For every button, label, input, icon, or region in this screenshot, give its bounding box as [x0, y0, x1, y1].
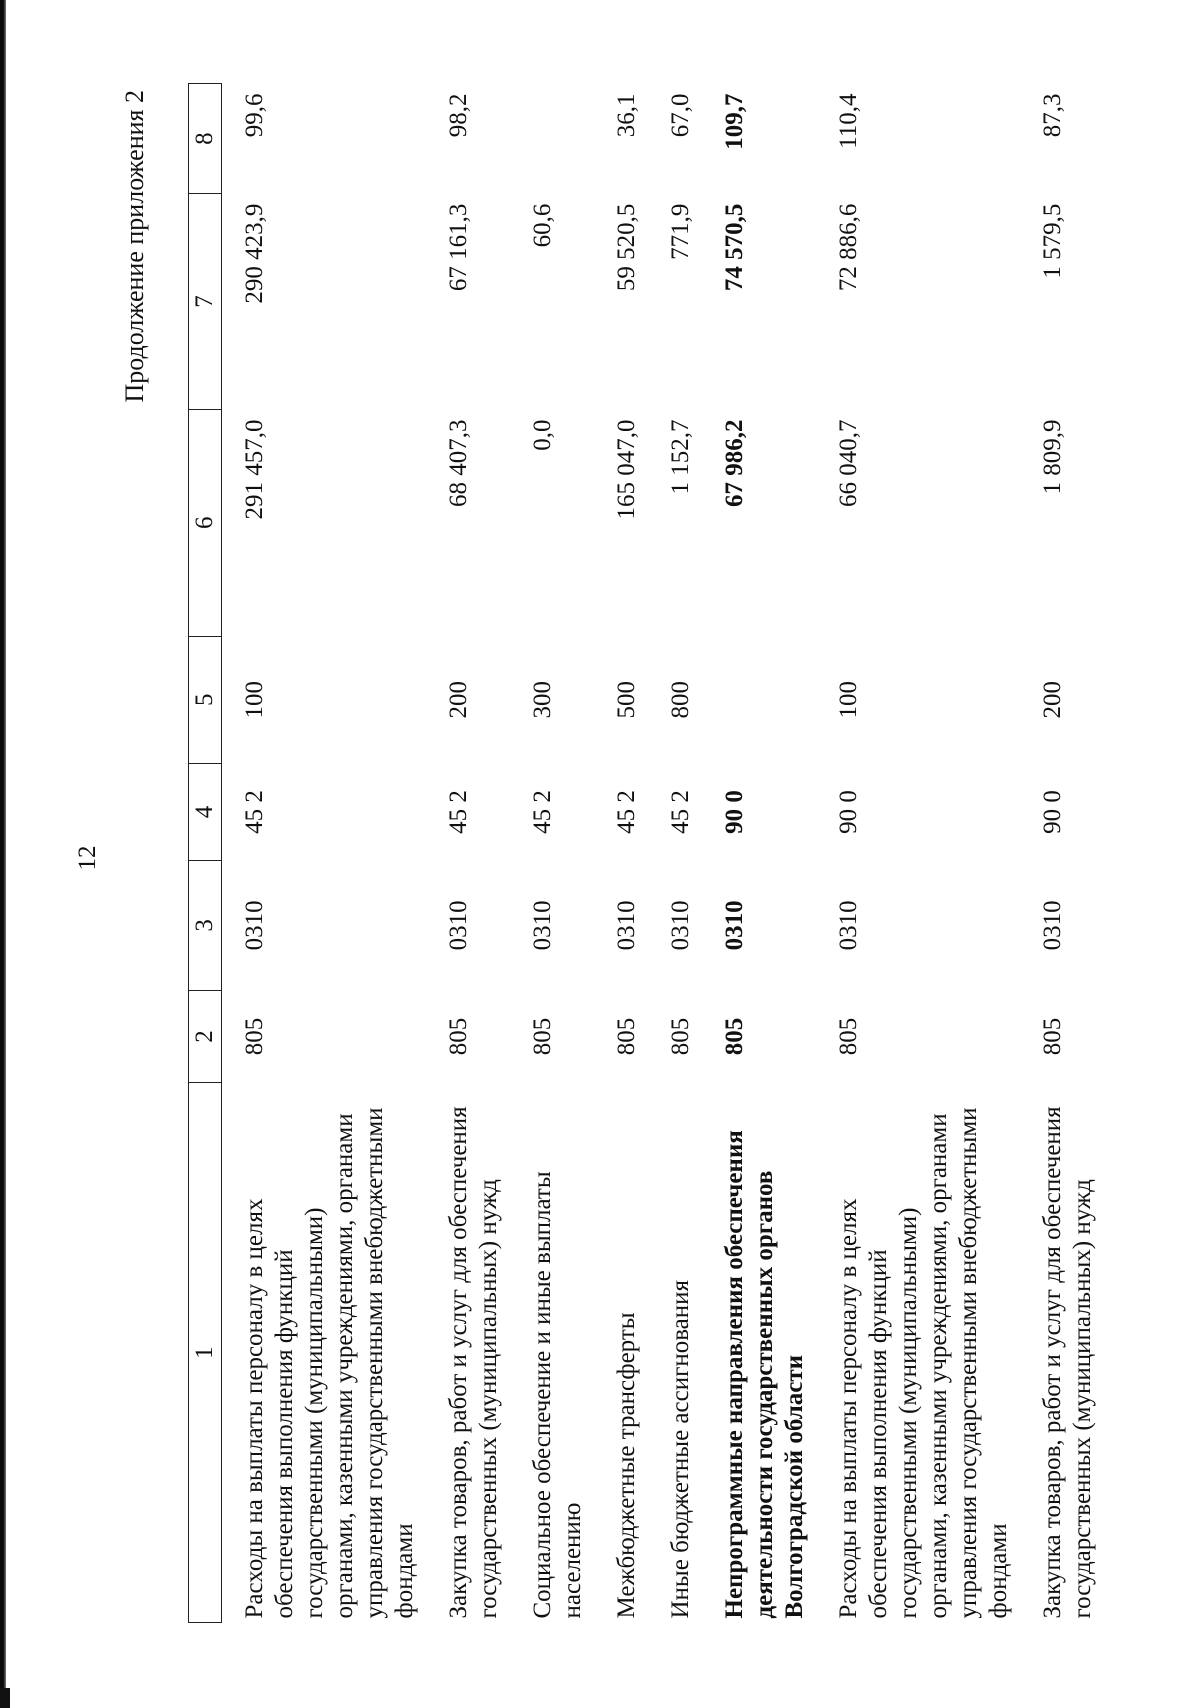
table-row	[426, 84, 510, 1623]
cell-expense-type	[702, 636, 816, 763]
cell-actual: 74 570,5	[721, 203, 748, 292]
table-row	[594, 84, 648, 1623]
budget-table	[188, 83, 1104, 1623]
cell-planned: 66 040,7	[835, 419, 862, 507]
cell-expense-type: 100	[835, 681, 862, 719]
table-row	[648, 84, 702, 1623]
cell-section: 0310	[529, 900, 556, 951]
header-row	[189, 84, 222, 1623]
row-name: Иные бюджетные ассигнования	[667, 1279, 694, 1619]
column-header-4: 4	[189, 763, 222, 860]
cell-planned: 67 986,2	[721, 419, 748, 507]
cell-ministry: 805	[529, 1017, 556, 1056]
cell-actual: 67 161,3	[445, 203, 472, 292]
cell-percent	[510, 84, 594, 194]
cell-actual: 60,6	[529, 203, 556, 248]
cell-section: 0310	[445, 900, 472, 951]
cell-ministry: 805	[445, 1017, 472, 1056]
column-header-2: 2	[189, 990, 222, 1083]
cell-expense-type: 500	[613, 681, 640, 719]
cell-section: 0310	[613, 900, 640, 951]
cell-percent: 87,3	[1039, 93, 1066, 138]
row-name: Непрограммные направления обеспечения деятельности государственных органов Волгоградской области	[721, 1130, 808, 1619]
cell-target: 90 0	[721, 790, 748, 834]
column-header-7: 7	[189, 194, 222, 410]
cell-target: 90 0	[1039, 790, 1066, 834]
cell-actual: 72 886,6	[835, 203, 862, 292]
cell-target: 45 2	[241, 790, 268, 834]
cell-actual: 771,9	[667, 203, 694, 260]
cell-planned: 291 457,0	[241, 419, 268, 520]
row-name: Социальное обеспечение и иные выплаты населению	[529, 1171, 586, 1619]
cell-target: 45 2	[445, 790, 472, 834]
cell-planned: 1 152,7	[667, 419, 694, 495]
cell-percent: 99,6	[241, 93, 268, 138]
cell-ministry: 805	[667, 1017, 694, 1056]
table-row	[1020, 84, 1104, 1623]
cell-target: 90 0	[835, 790, 862, 834]
cell-ministry: 805	[721, 1017, 748, 1056]
cell-target: 45 2	[529, 790, 556, 834]
column-header-6: 6	[189, 409, 222, 636]
cell-ministry: 805	[1039, 1017, 1066, 1056]
column-header-5: 5	[189, 636, 222, 763]
cell-percent: 110,4	[835, 93, 862, 149]
appendix-caption: Продолжение приложения 2	[120, 90, 149, 403]
row-name: Закупка товаров, работ и услуг для обеспечения государственных (муниципальных) нужд	[445, 1106, 502, 1619]
cell-planned: 68 407,3	[445, 419, 472, 507]
cell-expense-type: 100	[241, 681, 268, 719]
row-name: Межбюджетные трансферты	[613, 1312, 640, 1619]
table-row	[816, 84, 1020, 1623]
cell-percent: 67,0	[667, 93, 694, 138]
column-header-8: 8	[189, 84, 222, 194]
cell-expense-type: 200	[445, 681, 472, 719]
cell-section: 0310	[1039, 900, 1066, 951]
cell-expense-type: 300	[529, 681, 556, 719]
cell-ministry: 805	[241, 1017, 268, 1056]
cell-planned: 0,0	[529, 419, 556, 451]
page-number: 12	[74, 845, 101, 871]
cell-planned: 1 809,9	[1039, 419, 1066, 495]
cell-target: 45 2	[667, 790, 694, 834]
cell-ministry: 805	[835, 1017, 862, 1056]
row-name: Закупка товаров, работ и услуг для обеспечения государственных (муниципальных) нужд	[1039, 1106, 1096, 1619]
column-header-3: 3	[189, 861, 222, 991]
cell-section: 0310	[835, 900, 862, 951]
cell-percent: 109,7	[721, 93, 748, 150]
table-row	[510, 84, 594, 1623]
column-header-1: 1	[189, 1083, 222, 1623]
row-name: Расходы на выплаты персоналу в целях обеспечения выполнения функций государственными (муниципальными) органами, казенными учреждениями, органами управления государственными внебюджетными фондами	[835, 1107, 1012, 1619]
cell-section: 0310	[241, 900, 268, 951]
cell-expense-type: 200	[1039, 681, 1066, 719]
table-row-subtotal	[702, 84, 816, 1623]
cell-planned: 165 047,0	[613, 419, 640, 520]
cell-actual: 59 520,5	[613, 203, 640, 292]
cell-percent: 36,1	[613, 93, 640, 138]
cell-section: 0310	[667, 900, 694, 951]
cell-percent: 98,2	[445, 93, 472, 138]
row-name: Расходы на выплаты персоналу в целях обеспечения выполнения функций государственными (муниципальными) органами, казенными учреждениями, органами управления государственными внебюджетными фондами	[241, 1107, 418, 1619]
cell-target: 45 2	[613, 790, 640, 834]
cell-actual: 1 579,5	[1039, 203, 1066, 279]
table-row	[222, 84, 427, 1623]
cell-expense-type: 800	[667, 681, 694, 719]
cell-ministry: 805	[613, 1017, 640, 1056]
cell-section: 0310	[721, 900, 748, 951]
cell-actual: 290 423,9	[241, 203, 268, 304]
